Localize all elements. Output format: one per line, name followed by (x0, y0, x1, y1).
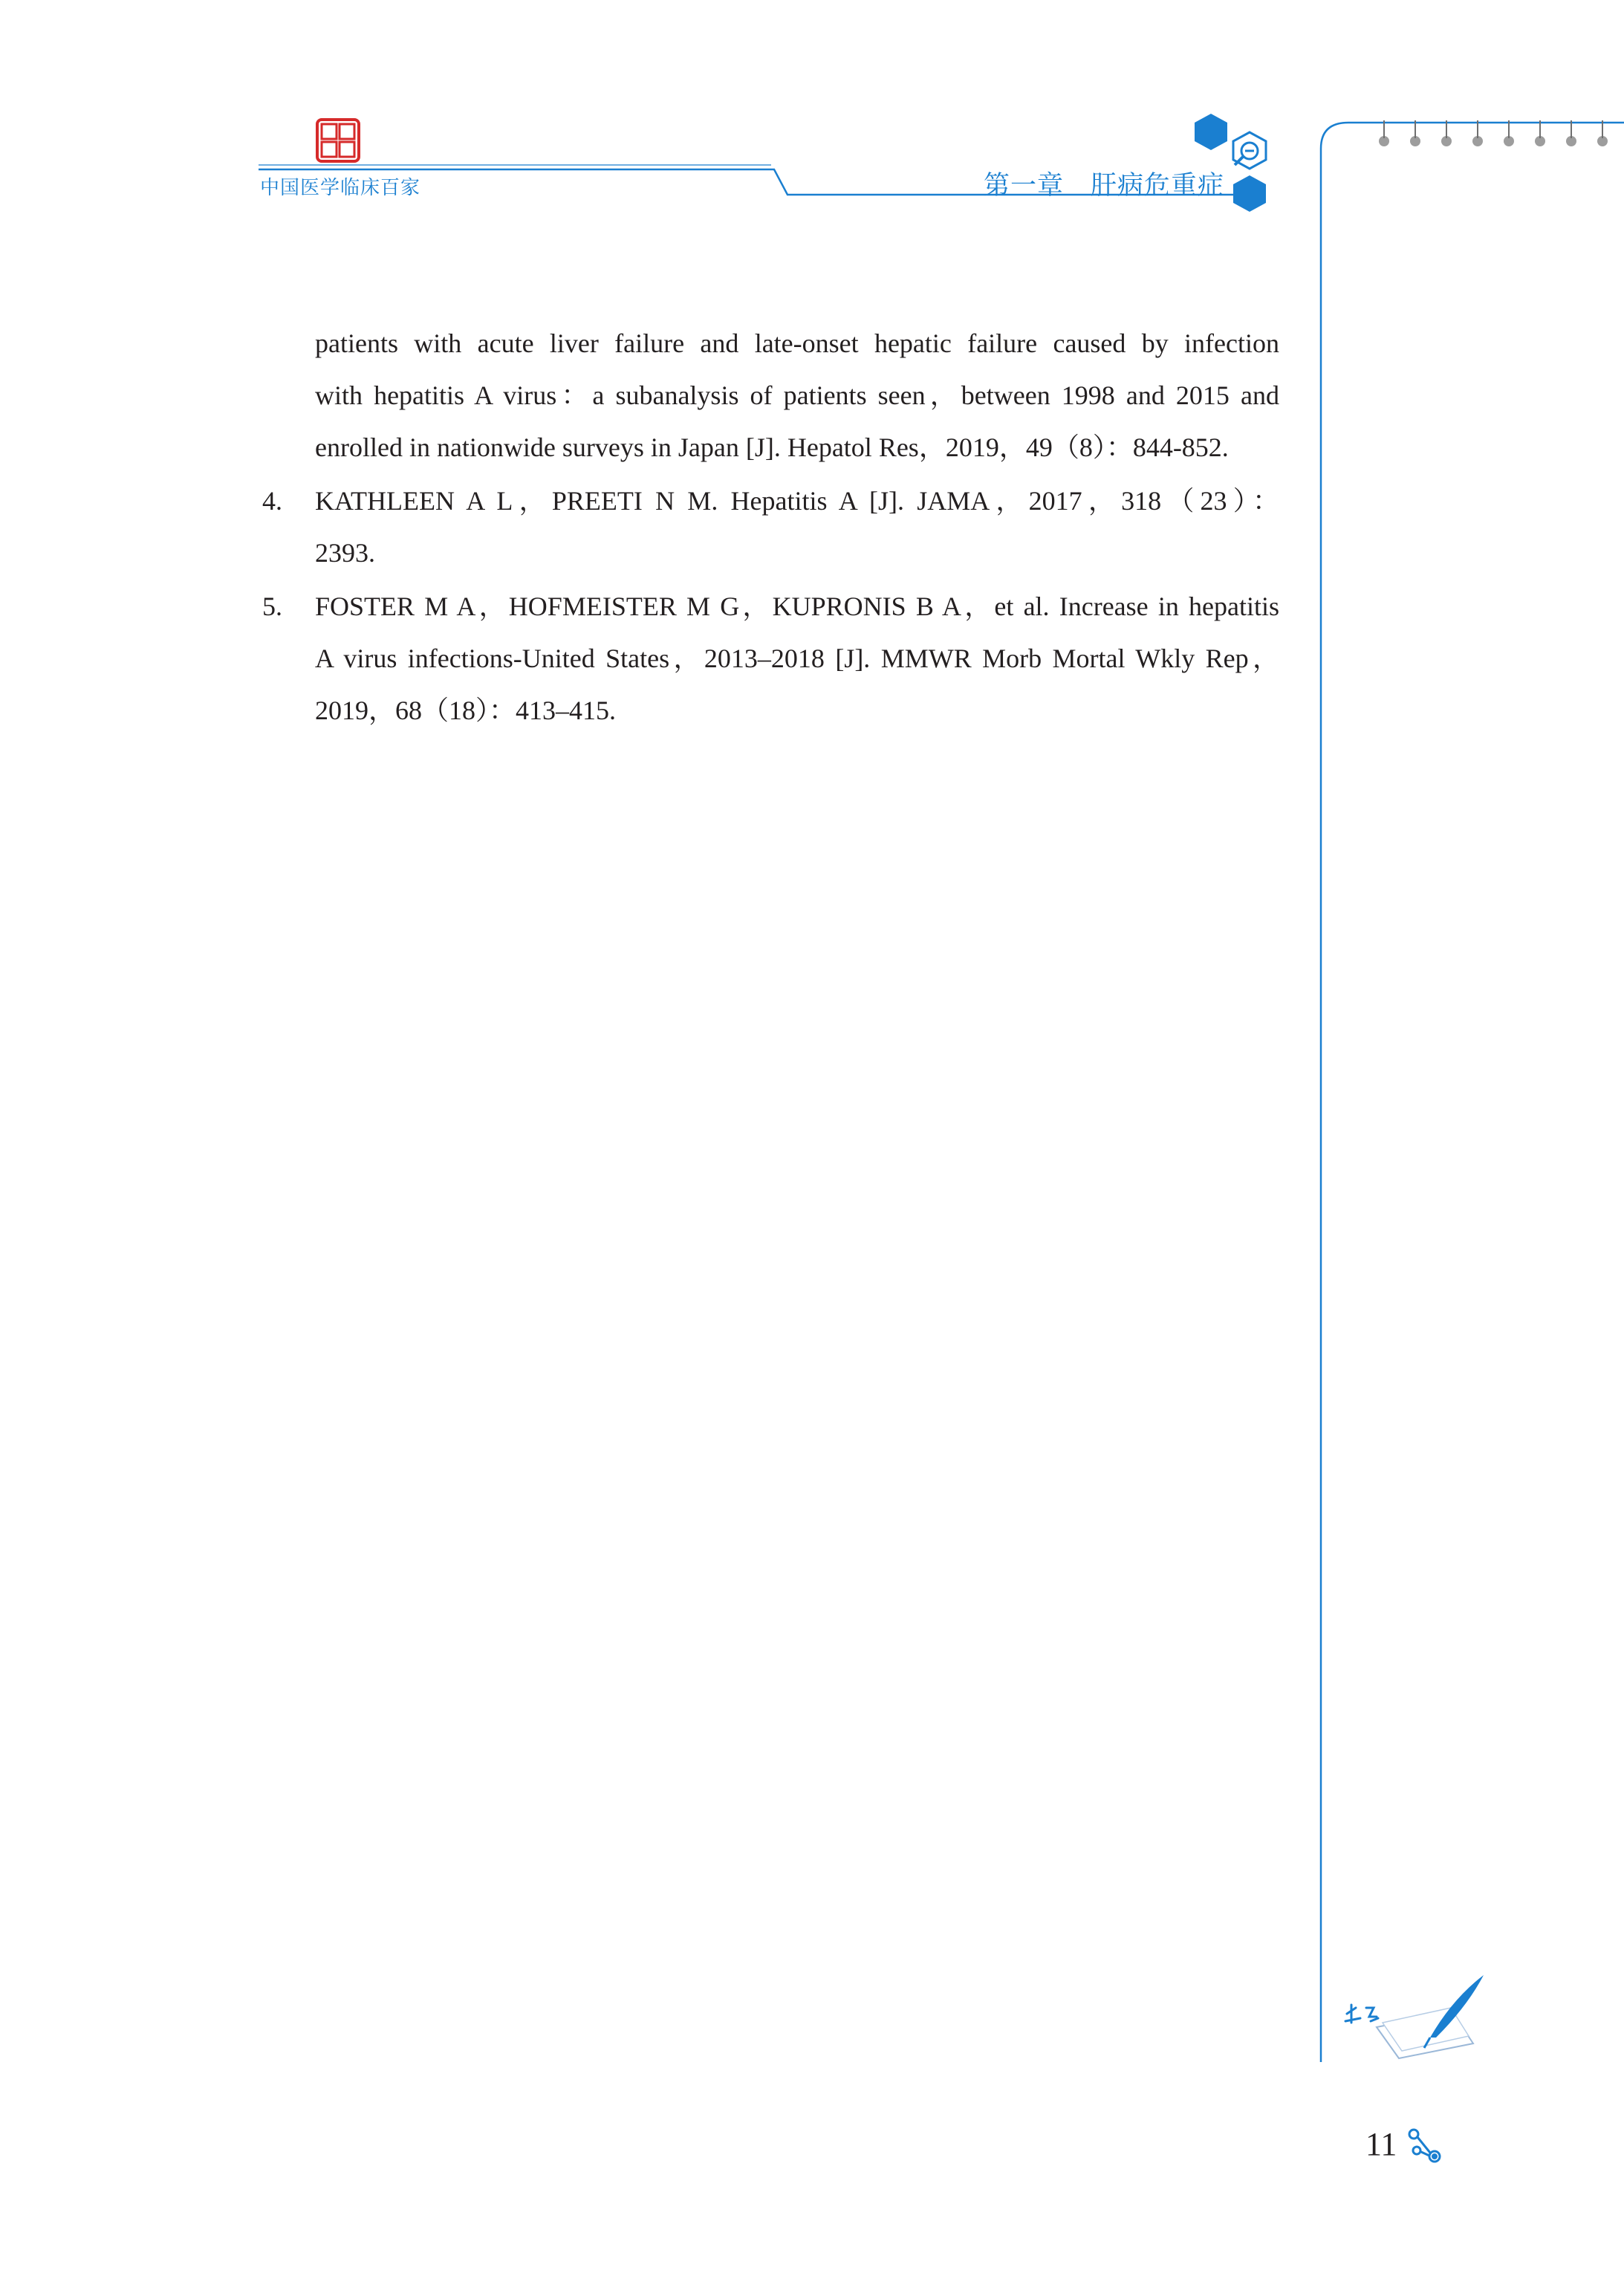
reference-line: KATHLEEN A L，PREETI N M. Hepatitis A [J]. JAMA，2017，318（23）： (315, 486, 1279, 516)
reference-line: 2393. (315, 538, 375, 568)
blue-hexagon-magnifier-icon (1181, 110, 1278, 221)
series-name: 中国医学临床百家 (260, 177, 421, 199)
notes-column-border (1315, 115, 1624, 2062)
notes-pen-icon (1341, 1969, 1486, 2062)
reference-line: A virus infections-United States，2013–2018 [J]. MMWR Morb Mortal Wkly Rep， (315, 644, 1279, 673)
reference-line: 2019，68（18）：413–415. (315, 696, 617, 725)
binding-dots (1371, 117, 1616, 152)
page-number: 11 (1365, 2126, 1397, 2162)
share-nodes-icon (1406, 2127, 1445, 2165)
reference-line: enrolled in nationwide surveys in Japan [J]. Hepatol Res，2019，49（8）：844-852. (315, 432, 1229, 462)
reference-line: patients with acute liver failure and late-onset hepatic failure caused by infection (315, 328, 1279, 358)
reference-number: 4. (262, 486, 282, 516)
reference-number: 5. (262, 591, 282, 621)
reference-line: with hepatitis A virus：a subanalysis of patients seen，between 1998 and 2015 and (315, 380, 1279, 410)
reference-line: FOSTER M A，HOFMEISTER M G，KUPRONIS B A，et al. Increase in hepatitis (315, 591, 1279, 621)
chapter-title: 第一章 肝病危重症 (984, 171, 1225, 201)
